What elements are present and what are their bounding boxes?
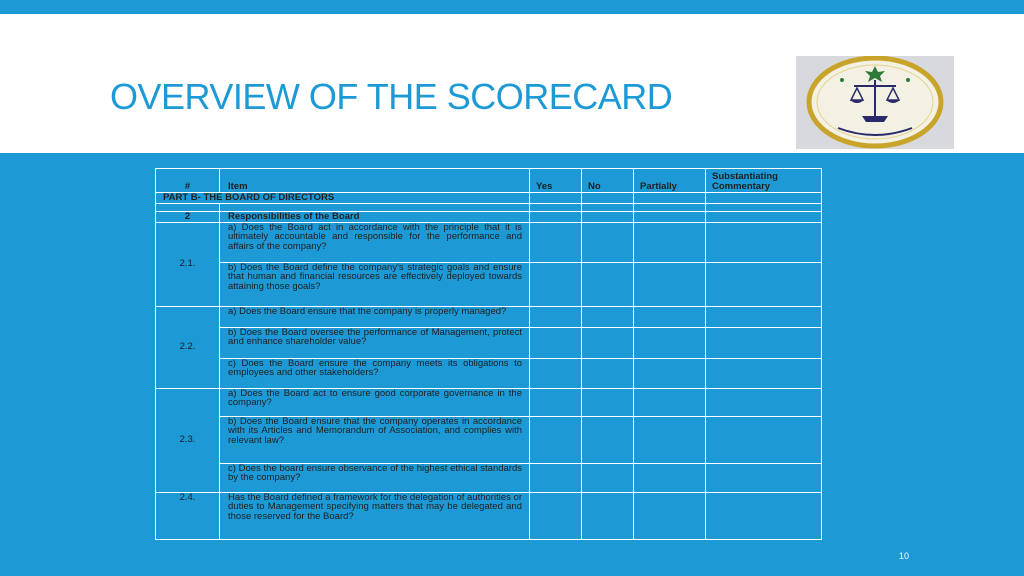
sec-nigeria-seal-icon [796,56,954,149]
row-number: 2.1. [156,222,220,306]
no-cell[interactable] [582,327,634,358]
yes-cell[interactable] [530,222,582,262]
commentary-cell[interactable] [706,327,822,358]
yes-cell[interactable] [530,492,582,539]
logo [796,56,954,149]
partially-cell[interactable] [634,327,706,358]
question-item: c) Does the board ensure observance of the highest ethical standards by the company? [220,463,530,492]
partially-cell[interactable] [634,262,706,306]
commentary-cell[interactable] [706,306,822,327]
question-item: b) Does the Board ensure that the company operates in accordance with its Articles and Memorandum of Association, and complies with relevant law? [220,416,530,463]
question-item: b) Does the Board oversee the performance of Management, protect and enhance shareholder value? [220,327,530,358]
question-item: a) Does the Board ensure that the company is properly managed? [220,306,530,327]
question-item: a) Does the Board act to ensure good corporate governance in the company? [220,388,530,416]
page-number: 10 [899,551,910,561]
commentary-cell[interactable] [706,262,822,306]
no-cell[interactable] [582,306,634,327]
partially-cell[interactable] [634,306,706,327]
row-number: 2.3. [156,388,220,492]
row-number: 2.2. [156,306,220,388]
header-yes: Yes [530,169,582,193]
commentary-cell[interactable] [706,492,822,539]
no-cell[interactable] [582,222,634,262]
commentary-cell[interactable] [706,222,822,262]
commentary-cell[interactable] [706,358,822,388]
slide-header [0,14,1024,153]
question-item: b) Does the Board define the company's strategic goals and ensure that human and financial resources are effectively deployed towards attaining those goals? [220,262,530,306]
header-item: Item [220,169,530,193]
no-cell[interactable] [582,262,634,306]
section-number: 2 [156,211,220,222]
no-cell[interactable] [582,388,634,416]
yes-cell[interactable] [530,388,582,416]
no-cell[interactable] [582,463,634,492]
section-title: Responsibilities of the Board [220,211,530,222]
header-partially: Partially [634,169,706,193]
question-item: a) Does the Board act in accordance with the principle that it is ultimately accountable and responsible for the performance and affairs of the company? [220,222,530,262]
top-accent-bar [0,0,1024,14]
slide-title: OVERVIEW OF THE SCORECARD [110,76,673,117]
yes-cell[interactable] [530,327,582,358]
question-item: Has the Board defined a framework for the delegation of authorities or duties to Management specifying matters that may be delegated and those reserved for the Board? [220,492,530,539]
yes-cell[interactable] [530,416,582,463]
no-cell[interactable] [582,358,634,388]
partially-cell[interactable] [634,358,706,388]
yes-cell[interactable] [530,262,582,306]
commentary-cell[interactable] [706,463,822,492]
no-cell[interactable] [582,492,634,539]
no-cell[interactable] [582,416,634,463]
partially-cell[interactable] [634,222,706,262]
yes-cell[interactable] [530,306,582,327]
commentary-cell[interactable] [706,416,822,463]
partially-cell[interactable] [634,416,706,463]
partially-cell[interactable] [634,492,706,539]
yes-cell[interactable] [530,358,582,388]
question-item: c) Does the Board ensure the company meets its obligations to employees and other stakeholders? [220,358,530,388]
header-no: No [582,169,634,193]
header-num: # [156,169,220,193]
row-number: 2.4. [156,492,220,539]
header-commentary: Substantiating Commentary [706,169,822,193]
part-label: PART B- THE BOARD OF DIRECTORS [156,193,530,204]
partially-cell[interactable] [634,388,706,416]
commentary-cell[interactable] [706,388,822,416]
yes-cell[interactable] [530,463,582,492]
scorecard-table [155,168,821,540]
partially-cell[interactable] [634,463,706,492]
